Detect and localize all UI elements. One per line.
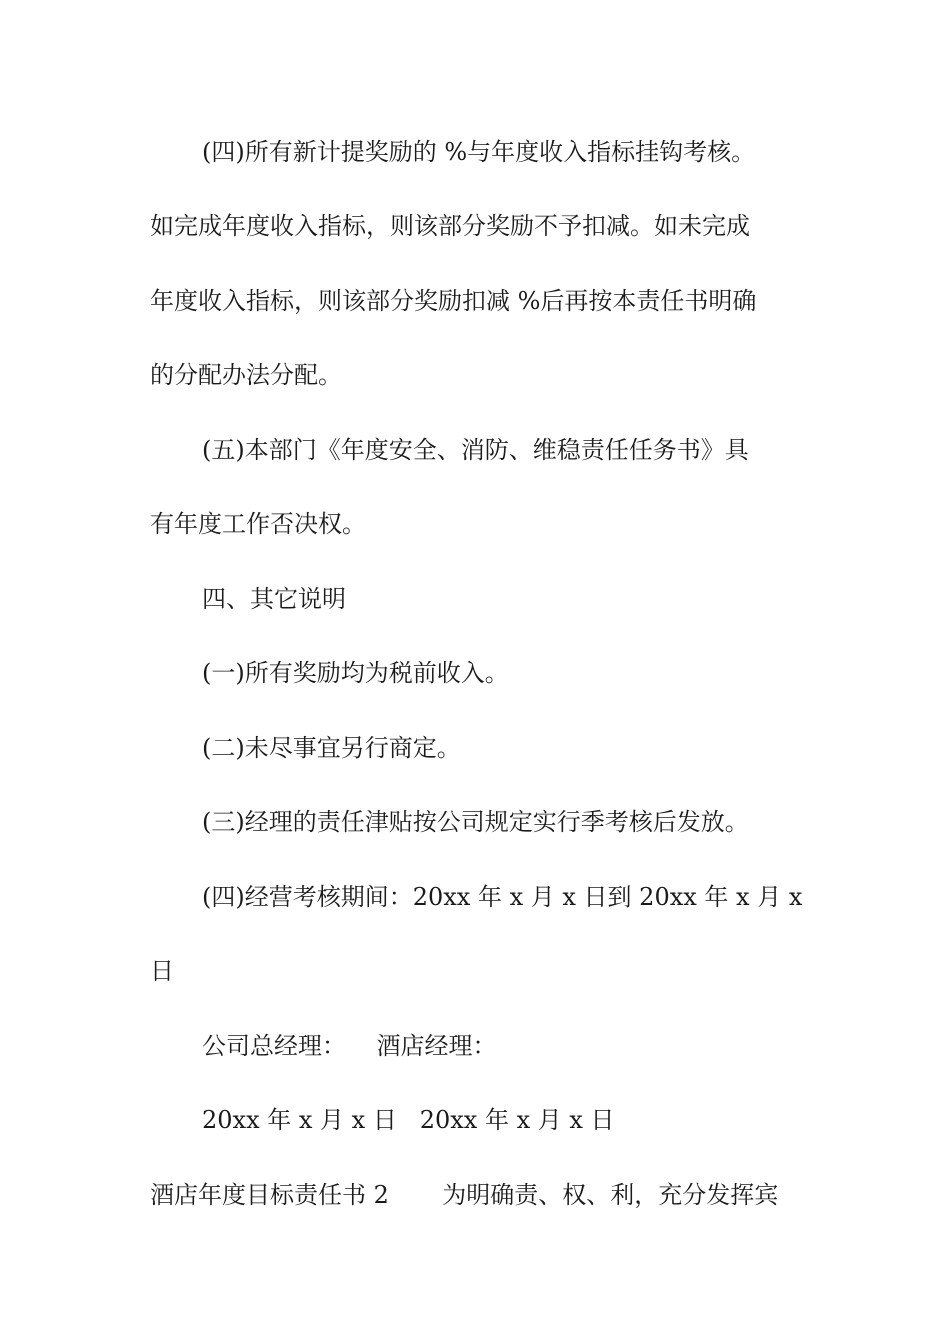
paragraph-line: (二)未尽事宜另行商定。	[202, 734, 461, 762]
paragraph-line: 年度收入指标，则该部分奖励扣减 %后再按本责任书明确	[150, 287, 757, 315]
section-heading: 四、其它说明	[202, 585, 346, 613]
paragraph-line: 如完成年度收入指标，则该部分奖励不予扣减。如未完成	[150, 212, 750, 240]
paragraph-line: 的分配办法分配。	[150, 361, 342, 389]
signature-dates: 20xx 年 x 月 x 日 20xx 年 x 月 x 日	[202, 1106, 615, 1134]
paragraph-line: (三)经理的责任津贴按公司规定实行季考核后发放。	[202, 808, 749, 836]
paragraph-line: 日	[150, 957, 174, 985]
paragraph-line: (五)本部门《年度安全、消防、维稳责任任务书》具	[202, 436, 749, 464]
paragraph-line: (四)经营考核期间：20xx 年 x 月 x 日到 20xx 年 x 月 x	[202, 883, 803, 911]
paragraph-line: (一)所有奖励均为税前收入。	[202, 659, 509, 687]
paragraph-line: 有年度工作否决权。	[150, 510, 366, 538]
paragraph-line: (四)所有新计提奖励的 %与年度收入指标挂钩考核。	[202, 138, 756, 166]
signature-labels: 公司总经理： 酒店经理：	[202, 1032, 497, 1060]
paragraph-line: 酒店年度目标责任书 2 为明确责、权、利，充分发挥宾	[150, 1181, 779, 1209]
